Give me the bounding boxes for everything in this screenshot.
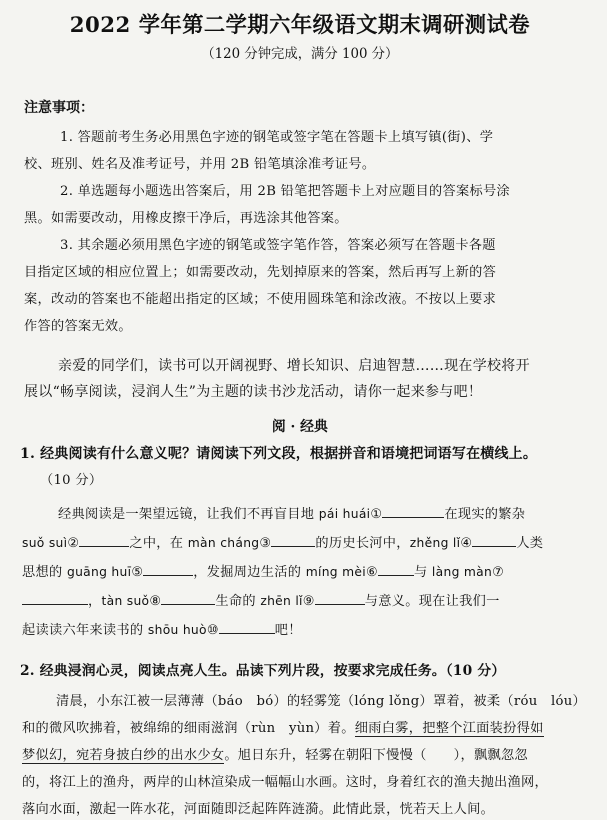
pinyin-3: màn cháng: [187, 536, 260, 550]
q1-text: 人类: [516, 536, 544, 551]
q1-text: 生命的: [215, 594, 261, 609]
pinyin-4: zhěng lǐ: [409, 536, 461, 550]
answer-blank-8[interactable]: [161, 592, 215, 605]
q2-line-2: [22, 717, 544, 736]
q1-text: 的历史长河中，: [315, 536, 410, 551]
blank-number-9: ⑨: [302, 594, 315, 609]
blank-number-2: ②: [67, 536, 80, 551]
answer-blank-10[interactable]: [219, 621, 275, 634]
q1-text: 思想的: [22, 565, 67, 580]
pinyin-7: làng màn: [431, 565, 493, 579]
intro-line: 亲爱的同学们，读书可以开阔视野、增长知识、启迪智慧……现在学校将开: [58, 358, 530, 374]
pinyin-10: shōu huò: [147, 623, 207, 637]
blank-number-8: ⑧: [149, 594, 162, 609]
q1-score: （10 分）: [40, 473, 103, 488]
q1-text: 吧！: [274, 623, 302, 638]
notice-line: 2. 单选题每小题选出答案后，用 2B 铅笔把答题卡上对应题目的答案标号涂: [60, 184, 510, 199]
q1-line-4: [22, 590, 500, 609]
notice-line: 黑。如需要改动，用橡皮擦干净后，再选涂其他答案。: [24, 211, 348, 226]
notice-line: 案，改动的答案也不能超出指定的区域；不使用圆珠笔和涂改液。不按以上要求: [24, 292, 497, 307]
blank-number-3: ③: [259, 536, 272, 551]
q2-text: 和的微风吹拂着，被绵绵的细雨滋润（rùn yùn）着。: [22, 721, 355, 736]
pinyin-9: zhēn lǐ: [260, 594, 303, 608]
pinyin-6: míng mèi: [305, 565, 366, 579]
pinyin-5: guāng huī: [66, 565, 132, 579]
exam-title: 2022 学年第二学期六年级语文期末调研测试卷: [69, 13, 530, 38]
q2-text: 。旭日东升，轻雾在朝阳下慢慢（ ），飘飘忽忽: [224, 748, 528, 763]
notice-line: 校、班别、姓名及准考证号，并用 2B 铅笔填涂准考证号。: [24, 157, 376, 172]
answer-blank-9[interactable]: [315, 592, 365, 605]
q1-line-5: [22, 619, 302, 638]
q1-stem: 1. 经典阅读有什么意义呢？请阅读下列文段，根据拼音和语境把词语写在横线上。: [20, 446, 538, 462]
blank-number-6: ⑥: [365, 565, 378, 580]
blank-number-10: ⑩: [206, 623, 219, 638]
q2-line-4: 的，将江上的渔舟，两岸的山林渲染成一幅幅山水画。这时，身着红衣的渔夫抛出渔网，: [22, 775, 549, 790]
notice-line: 作答的答案无效。: [24, 319, 132, 334]
q2-underlined-sentence: 细雨白雾，把整个江面装扮得如: [354, 721, 544, 736]
q1-text: 经典阅读是一架望远镜，让我们不再盲目地: [58, 507, 319, 522]
q1-text: 与: [413, 565, 432, 580]
blank-number-5: ⑤: [131, 565, 144, 580]
q2-stem: 2. 经典浸润心灵，阅读点亮人生。品读下列片段，按要求完成任务。（10 分）: [20, 663, 506, 679]
q1-line-3: [22, 561, 504, 580]
pinyin-2: suǒ suì: [22, 536, 68, 550]
q2-underlined-sentence: 梦似幻，宛若身披白纱的出水少女: [22, 748, 225, 763]
q2-line-3: [22, 744, 528, 763]
q1-text: 起读读六年来读书的: [22, 623, 148, 638]
pinyin-8: tàn suǒ: [101, 594, 150, 608]
answer-blank-5[interactable]: [143, 563, 193, 576]
notice-heading: 注意事项：: [24, 100, 94, 116]
intro-line: 展以“畅享阅读，浸润人生”为主题的读书沙龙活动，请你一起来参与吧！: [24, 384, 483, 400]
answer-blank-4[interactable]: [472, 534, 516, 547]
q1-text: 与意义。现在让我们一: [364, 594, 500, 609]
q1-line-1: [58, 503, 525, 522]
notice-line: 目指定区域的相应位置上；如需要改动，先划掉原来的答案，然后再写上新的答: [24, 265, 497, 280]
answer-blank-3[interactable]: [271, 534, 315, 547]
q1-text: 之中，在: [129, 536, 188, 551]
q1-text: ，发掘周边生活的: [193, 565, 306, 580]
blank-number-4: ④: [460, 536, 473, 551]
answer-blank-1[interactable]: [382, 505, 444, 518]
answer-blank-2[interactable]: [79, 534, 129, 547]
q1-text: 在现实的繁杂: [444, 507, 526, 522]
notice-line: 1. 答题前考生务必用黑色字迹的钢笔或签字笔在答题卡上填写镇(街)、学: [60, 130, 494, 145]
q2-line-5: 落向水面，激起一阵水花，河面随即泛起阵阵涟漪。此情此景，恍若天上人间。: [22, 802, 495, 817]
notice-line: 3. 其余题必须用黑色字迹的钢笔或签字笔作答，答案必须写在答题卡各题: [60, 238, 496, 253]
blank-number-7: ⑦: [492, 565, 505, 580]
q1-line-2: [22, 532, 543, 551]
pinyin-1: pái huái: [318, 507, 371, 521]
exam-subtitle: （120 分钟完成，满分 100 分）: [201, 46, 399, 62]
section-heading: 阅 · 经典: [271, 419, 328, 435]
q1-text: ，: [88, 594, 102, 609]
q2-line-1: 清晨，小东江被一层薄薄（báo bó）的轻雾笼（lóng lǒng）罩着，被柔（róu lóu）: [56, 694, 587, 709]
answer-blank-7[interactable]: [22, 592, 88, 605]
answer-blank-6[interactable]: [378, 563, 414, 576]
blank-number-1: ①: [370, 507, 383, 522]
